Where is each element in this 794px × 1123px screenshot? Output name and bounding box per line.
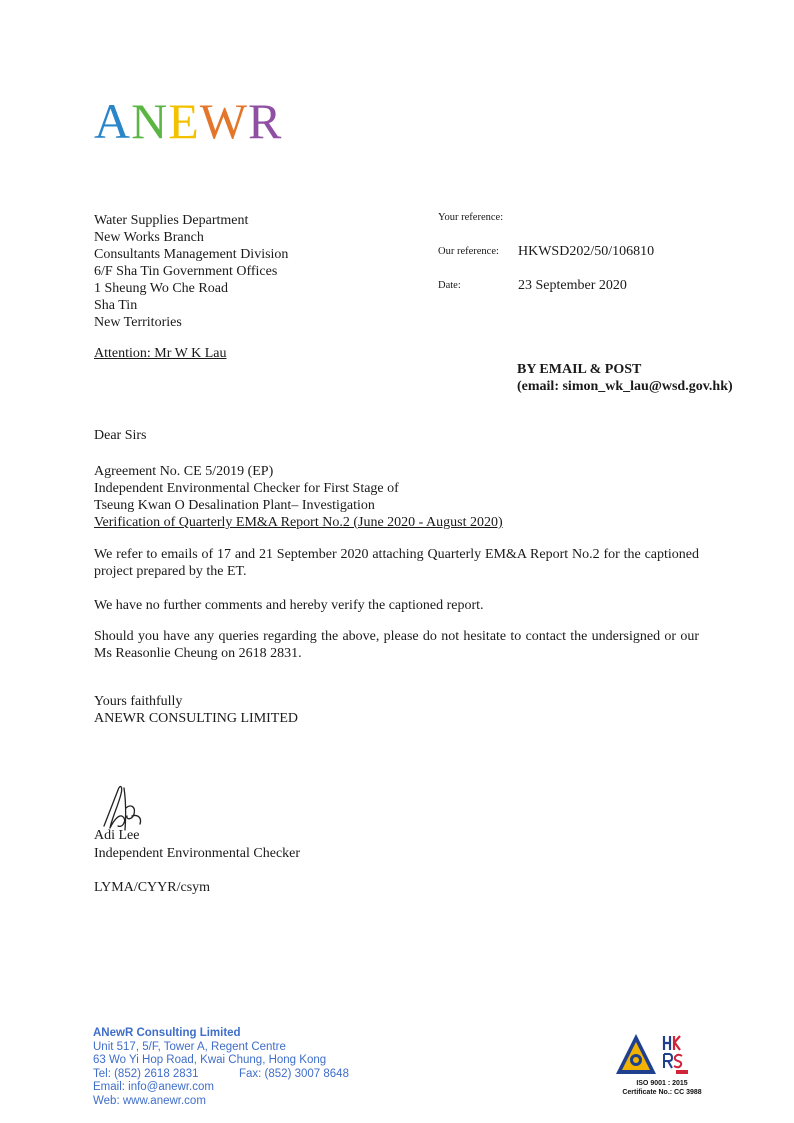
address-line: New Works Branch <box>94 230 204 245</box>
body-paragraph: We refer to emails of 17 and 21 September 2020 attaching Quarterly EM&A Report No.2 for the captioned project prepared by the ET. <box>94 547 699 579</box>
company-footer <box>93 1027 349 1108</box>
certificate-number: Certificate No.: CC 3988 <box>622 1089 702 1096</box>
iso-standard: ISO 9001 : 2015 <box>636 1080 688 1087</box>
attention-line: Attention: Mr W K Lau <box>94 346 227 361</box>
footer-company-name: ANewR Consulting Limited <box>93 1027 241 1039</box>
our-reference-value: HKWSD202/50/106810 <box>518 244 655 259</box>
body-paragraph: We have no further comments and hereby verify the captioned report. <box>94 598 484 613</box>
footer-phone-row <box>93 1067 349 1082</box>
subject-line: Agreement No. CE 5/2019 (EP) <box>94 464 274 479</box>
subject-line: Independent Environmental Checker for First Stage of <box>94 481 399 496</box>
address-line: 6/F Sha Tin Government Offices <box>94 264 278 279</box>
reference-initials: LYMA/CYYR/csym <box>94 880 211 895</box>
body-paragraph: Should you have any queries regarding the above, please do not hesitate to contact the undersigned or our Ms Reasonlie Cheung on 2618 2831. <box>94 629 699 661</box>
logo-letter: W <box>199 93 248 149</box>
closing-line: Yours faithfully <box>94 694 183 709</box>
address-line: 1 Sheung Wo Che Road <box>94 281 228 296</box>
footer-web: Web: www.anewr.com <box>93 1094 206 1107</box>
address-line: Sha Tin <box>94 298 138 313</box>
certification-text <box>612 1079 712 1097</box>
your-reference-label: Your reference: <box>438 212 504 223</box>
date-label: Date: <box>438 280 461 291</box>
footer-address-line: Unit 517, 5/F, Tower A, Regent Centre <box>93 1040 286 1053</box>
closing-block <box>94 693 298 727</box>
company-logo <box>94 93 283 149</box>
delivery-email: (email: simon_wk_lau@wsd.gov.hk) <box>517 379 733 394</box>
delivery-method <box>517 361 733 395</box>
footer-address-line: 63 Wo Yi Hop Road, Kwai Chung, Hong Kong <box>93 1054 327 1066</box>
date-value: 23 September 2020 <box>518 278 627 293</box>
subject-block <box>94 463 503 531</box>
recipient-address <box>94 212 288 331</box>
logo-letter: E <box>168 93 200 149</box>
footer-fax: Fax: (852) 3007 8648 <box>239 1067 349 1080</box>
delivery-line: BY EMAIL & POST <box>517 362 642 377</box>
logo-letter: R <box>247 93 283 149</box>
signer-name: Adi Lee <box>94 828 140 843</box>
company-signoff: ANEWR CONSULTING LIMITED <box>94 711 299 726</box>
our-reference-label: Our reference: <box>438 246 499 257</box>
address-line: New Territories <box>94 315 182 330</box>
logo-letter: A <box>94 93 132 149</box>
signer-block <box>94 827 300 863</box>
salutation: Dear Sirs <box>94 428 147 443</box>
subject-line: Tseung Kwan O Desalination Plant– Investigation <box>94 498 375 513</box>
hkqaa-triangle-icon <box>616 1034 656 1074</box>
footer-email: Email: info@anewr.com <box>93 1081 214 1093</box>
subject-title: Verification of Quarterly EM&A Report No.2 (June 2020 - August 2020) <box>94 515 503 530</box>
logo-letter: N <box>131 93 169 149</box>
footer-tel: Tel: (852) 2618 2831 <box>93 1067 199 1080</box>
hkrs-mark-icon <box>662 1034 688 1074</box>
signer-title: Independent Environmental Checker <box>94 846 301 861</box>
address-line: Consultants Management Division <box>94 247 289 262</box>
address-line: Water Supplies Department <box>94 213 249 228</box>
